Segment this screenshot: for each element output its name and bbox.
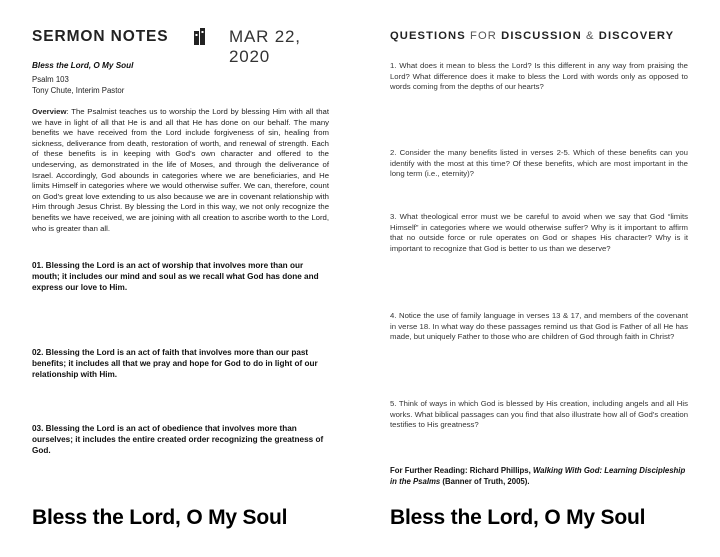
overview-label: Overview — [32, 107, 67, 116]
caption-right: Bless the Lord, O My Soul — [390, 506, 646, 529]
further-reading-label: For Further Reading: Richard Phillips, — [390, 466, 533, 475]
question-1: 1. What does it mean to bless the Lord? Is this different in any way from praising the Lord? What difference does it make to bless the Lord with words only as opposed to words coming from the depths of our hearts? — [390, 61, 688, 92]
overview-text: : The Psalmist teaches us to worship the Lord by blessing Him with all that we have in light of all that He is and all that He has done on our behalf. The many benefits we have received from the Lord include forgiveness of sin, healing from sickness, deliverance from death, restoration of worth, and renewal of strength. Each of these benefits is in keeping with God’s own character and offered to the undeserving, as demonstrated in the life of Moses, and through the deliverance of Israel. Accordingly, God abounds in categories where we are beneficiaries, and He limits Himself in categories where we would otherwise suffer. We can, therefore, count on God’s great love extending to us also because we are in covenant relationship with Him through Jesus Christ. By blessing the Lord in this way, we not only recognize the benefits we have received, we are joining with all creation to ascribe worth to the Lord, who is greater than all. — [32, 107, 329, 233]
header-word-for: FOR — [470, 30, 497, 42]
question-2: 2. Consider the many benefits listed in verses 2-5. Which of these benefits can you identify with the most at this time? Of these benefits, which are most important in the long term (i.e., eternity)? — [390, 148, 688, 179]
further-reading — [390, 465, 688, 487]
overview-paragraph — [32, 107, 329, 234]
question-4: 4. Notice the use of family language in verses 13 & 17, and members of the covenant in verse 18. In what way do these passages remind us that God is Father of all He has made, but uniquely Father to those who are children of God through faith in Christ? — [390, 311, 688, 342]
church-logo-icon — [194, 28, 206, 45]
caption-left: Bless the Lord, O My Soul — [32, 506, 288, 529]
header-word-discussion: DISCUSSION — [501, 30, 582, 42]
scripture-passage: Psalm 103 — [32, 75, 69, 84]
further-reading-book: Walking With God: Learning Discipleship in the Psalms — [390, 466, 686, 486]
sermon-point-1: 01. Blessing the Lord is an act of worship that involves more than our mouth; it includes our mind and soul as we recall what God has done and express our love to Him. — [32, 261, 319, 293]
sermon-title: Bless the Lord, O My Soul — [32, 61, 134, 70]
header-word-questions: QUESTIONS — [390, 30, 466, 42]
sermon-point-3: 03. Blessing the Lord is an act of obedience that involves more than ourselves; it includes the entire created order recognizing the greatness of God. — [32, 424, 324, 456]
header-word-discovery: DISCOVERY — [598, 30, 675, 42]
speaker-name: Tony Chute, Interim Pastor — [32, 86, 125, 95]
question-3: 3. What theological error must we be careful to avoid when we say that God “limits Himself” in categories where we would otherwise suffer? Why is it important to affirm that no outside force or rule operates on God or shapes His character? Why is it important to recognize that God is better to us than we deserve? — [390, 212, 688, 253]
sermon-date: MAR 22, 2020 — [229, 27, 301, 66]
question-5: 5. Think of ways in which God is blessed by His creation, including angels and all His works. What biblical passages can you find that also illustrate how all of God’s creation testifies to His greatness? — [390, 399, 688, 430]
header-ampersand: & — [586, 30, 595, 42]
sermon-point-2: 02. Blessing the Lord is an act of faith that involves more than our past benefits; it includes all that we pray and hope for God to do in light of our relationship with Him. — [32, 348, 318, 380]
sermon-notes-title: SERMON NOTES — [32, 28, 169, 45]
further-reading-publisher: (Banner of Truth, 2005). — [440, 477, 530, 486]
discussion-header — [390, 30, 688, 42]
